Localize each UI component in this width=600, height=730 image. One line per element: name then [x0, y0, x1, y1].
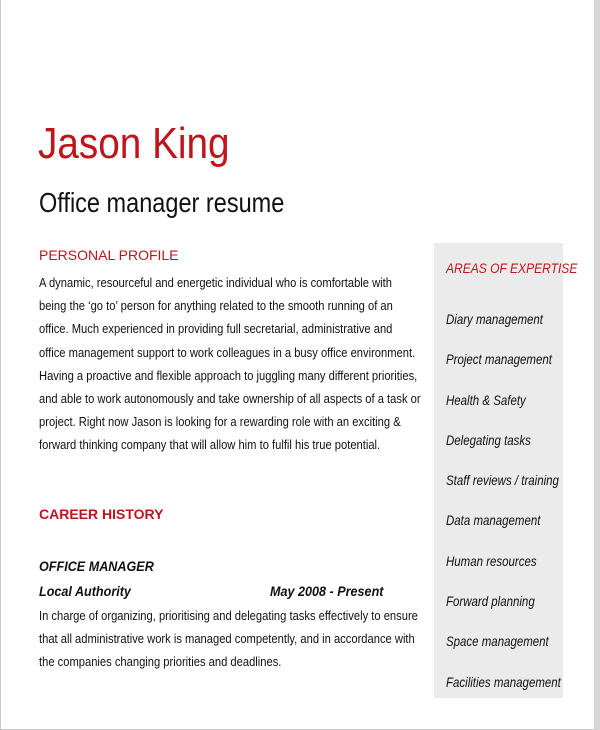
expertise-item: Diary management: [446, 311, 543, 327]
resume-subtitle: Office manager resume: [39, 187, 285, 218]
expertise-item: Data management: [446, 512, 541, 529]
expertise-item: Delegating tasks: [446, 431, 531, 448]
employer-name: Local Authority: [39, 583, 131, 599]
expertise-item: Human resources: [446, 552, 537, 569]
profile-line: being the ‘go to’ person for anything related to the smooth running of an: [39, 298, 393, 314]
profile-line: office. Much experienced in providing full secretarial, administrative and: [39, 321, 393, 337]
expertise-heading: AREAS OF EXPERTISE: [446, 260, 578, 276]
job-title: OFFICE MANAGER: [39, 558, 154, 574]
personal-profile-text: [39, 271, 483, 457]
expertise-item: Staff reviews / training: [446, 472, 559, 489]
expertise-sidebar: [434, 243, 578, 698]
profile-line: A dynamic, resourceful and energetic individual who is comfortable with: [39, 275, 392, 290]
job-description: [39, 604, 480, 674]
profile-line: forward thinking company that will allow him to fulfil his true potential.: [39, 437, 381, 453]
expertise-item: Forward planning: [446, 593, 535, 610]
personal-profile-heading: PERSONAL PROFILE: [39, 247, 179, 263]
expertise-list: [446, 299, 586, 702]
profile-line: project. Right now Jason is looking for a rewarding role with an exciting &: [39, 414, 401, 430]
expertise-item: Facilities management: [446, 673, 561, 690]
job-line: that all administrative work is managed competently, and in accordance with: [39, 631, 415, 647]
expertise-item: Space management: [446, 633, 549, 650]
candidate-name: Jason King: [38, 119, 230, 168]
page-edge-scrollbar[interactable]: [594, 0, 600, 730]
career-history-heading: CAREER HISTORY: [39, 506, 164, 522]
job-line: In charge of organizing, prioritising and delegating tasks effectively to ensure: [39, 608, 418, 623]
expertise-item: Health & Safety: [446, 391, 526, 408]
profile-line: and able to work autonomously and take ownership of all aspects of a task or: [39, 391, 421, 407]
expertise-item: Project management: [446, 351, 552, 368]
profile-line: Having a proactive and flexible approach to juggling many different priorities,: [39, 367, 418, 383]
employment-dates: May 2008 - Present: [270, 583, 384, 599]
job-line: the companies changing priorities and deadlines.: [39, 654, 282, 670]
profile-line: office management support to work colleagues in a busy office environment.: [39, 344, 416, 360]
